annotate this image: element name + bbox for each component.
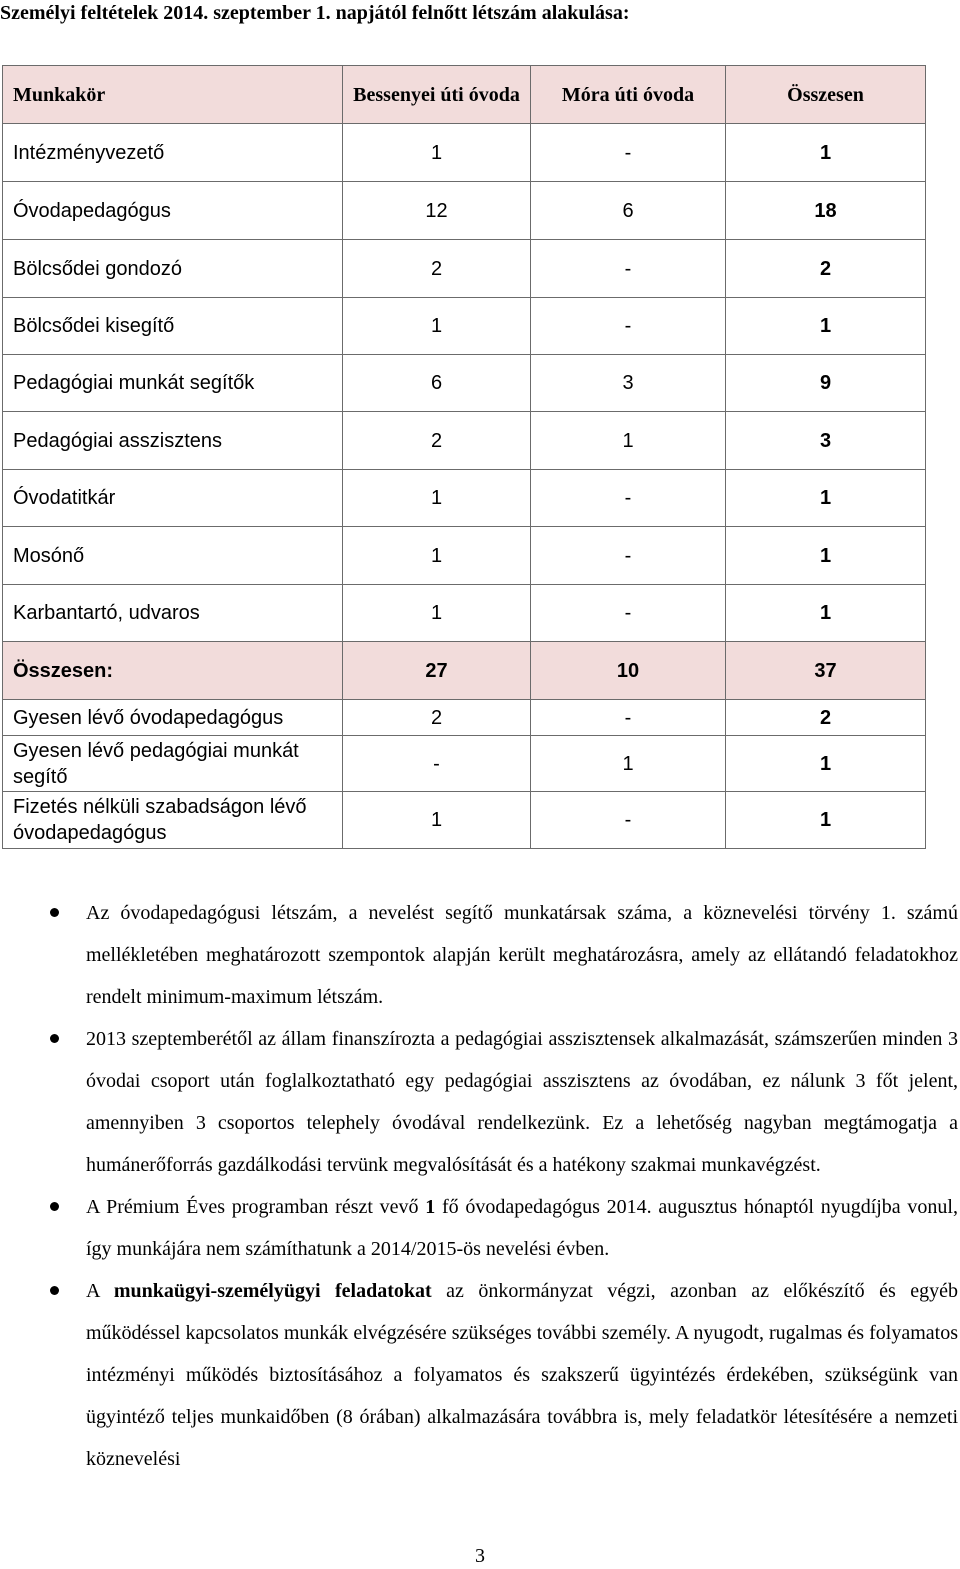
bullet-icon [50,1202,59,1211]
note-item [0,892,958,1018]
total-row [3,642,926,700]
table-row [3,792,926,849]
role-cell: Karbantartó, udvaros [3,585,343,642]
note-item [0,1186,958,1270]
role-cell: Gyesen lévő óvodapedagógus [3,700,343,736]
role-cell: Pedagógiai munkát segítők [3,355,343,412]
header-osszesen: Összesen [726,66,926,124]
bessenyei-cell: 1 [343,298,531,355]
mora-cell: - [531,298,726,355]
mora-cell: 1 [531,736,726,792]
bessenyei-cell: - [343,736,531,792]
table-row [3,124,926,182]
bullet-icon [50,1034,59,1043]
note-bold-phrase: munkaügyi-személyügyi feladatokat [113,1280,432,1302]
role-cell: Bölcsődei kisegítő [3,298,343,355]
table-row [3,470,926,527]
mora-cell: - [531,124,726,182]
table-header-row [3,66,926,124]
role-cell: Fizetés nélküli szabadságon lévő óvodapedagógus [3,792,343,849]
mora-cell: - [531,240,726,298]
note-text: 2013 szeptemberétől az állam finanszírozta a pedagógiai asszisztensek alkalmazását, számszerűen minden 3 óvodai csoport után foglalkoztatható egy pedagógiai asszisztens az óvodában, ez nálunk 3 főt jelent, amennyiben 3 csoportos telephely óvodával rendelkezünk. Ez a lehetőség nagyban megtámogatja a humánerőforrás gazdálkodási tervünk megvalósítását és a hatékony szakmai munkavégzést. [86,1028,958,1176]
bessenyei-cell: 2 [343,412,531,470]
role-cell: Intézményvezető [3,124,343,182]
role-cell: Bölcsődei gondozó [3,240,343,298]
bessenyei-cell: 6 [343,355,531,412]
bullet-icon [50,908,59,917]
bessenyei-cell: 1 [343,470,531,527]
total-cell: 1 [726,298,926,355]
mora-cell: 3 [531,355,726,412]
note-text-before: A [86,1280,114,1302]
role-cell: Mosónő [3,527,343,585]
total-cell: 1 [726,736,926,792]
bessenyei-cell: 1 [343,124,531,182]
note-bold-number: 1 [425,1196,436,1218]
note-text: Az óvodapedagógusi létszám, a nevelést segítő munkatársak száma, a köznevelési törvény 1. számú mellékletében meghatározott szempontok alapján került meghatározásra, amely az ellátandó feladatokhoz rendelt minimum-maximum létszám. [86,902,958,1008]
note-text-before: A Prémium Éves programban részt vevő [86,1196,426,1218]
table-row [3,240,926,298]
table-row [3,298,926,355]
bessenyei-cell: 1 [343,527,531,585]
note-item [0,1270,958,1480]
table-row [3,585,926,642]
header-mora: Móra úti óvoda [531,66,726,124]
staff-table [2,65,926,849]
grand-total: 37 [726,642,926,700]
header-bessenyei: Bessenyei úti óvoda [343,66,531,124]
mora-cell: - [531,527,726,585]
bessenyei-cell: 2 [343,240,531,298]
table-row [3,736,926,792]
total-cell: 2 [726,700,926,736]
table-row [3,182,926,240]
bessenyei-cell: 1 [343,585,531,642]
table-row [3,355,926,412]
note-text-after: az önkormányzat végzi, azonban az előkészítő és egyéb működéssel kapcsolatos munkák elvégzésére szükséges további személy. A nyugodt, rugalmas és folyamatos intézményi működés biztosításához a folyamatos és szakszerű ügyintézés érdekében, szükségünk van ügyintéző teljes munkaidőben (8 órában) alkalmazására továbbra is, mely feladatkör létesítésére a nemzeti köznevelési [86,1280,959,1470]
bessenyei-cell: 12 [343,182,531,240]
role-cell: Pedagógiai asszisztens [3,412,343,470]
bessenyei-total: 27 [343,642,531,700]
mora-cell: 1 [531,412,726,470]
mora-cell: - [531,585,726,642]
total-cell: 1 [726,470,926,527]
notes-list [0,892,958,1480]
note-text-after: fő óvodapedagógus 2014. augusztus hónaptól nyugdíjba vonul, így munkájára nem számíthatunk a 2014/2015-ös nevelési évben. [86,1196,958,1260]
table-row [3,527,926,585]
page-number: 3 [475,1545,485,1567]
role-cell: Gyesen lévő pedagógiai munkát segítő [3,736,343,792]
header-munkakor: Munkakör [3,66,343,124]
role-cell: Óvodatitkár [3,470,343,527]
bullet-icon [50,1286,59,1295]
mora-cell: - [531,792,726,849]
table-row [3,412,926,470]
mora-total: 10 [531,642,726,700]
total-cell: 1 [726,124,926,182]
total-cell: 1 [726,585,926,642]
total-cell: 18 [726,182,926,240]
total-cell: 1 [726,792,926,849]
role-cell: Óvodapedagógus [3,182,343,240]
mora-cell: - [531,700,726,736]
total-label: Összesen: [3,642,343,700]
page-heading: Személyi feltételek 2014. szeptember 1. napjától felnőtt létszám alakulása: [0,2,630,24]
mora-cell: 6 [531,182,726,240]
total-cell: 9 [726,355,926,412]
mora-cell: - [531,470,726,527]
bessenyei-cell: 1 [343,792,531,849]
total-cell: 2 [726,240,926,298]
total-cell: 1 [726,527,926,585]
table-row [3,700,926,736]
total-cell: 3 [726,412,926,470]
bessenyei-cell: 2 [343,700,531,736]
note-item [0,1018,958,1186]
